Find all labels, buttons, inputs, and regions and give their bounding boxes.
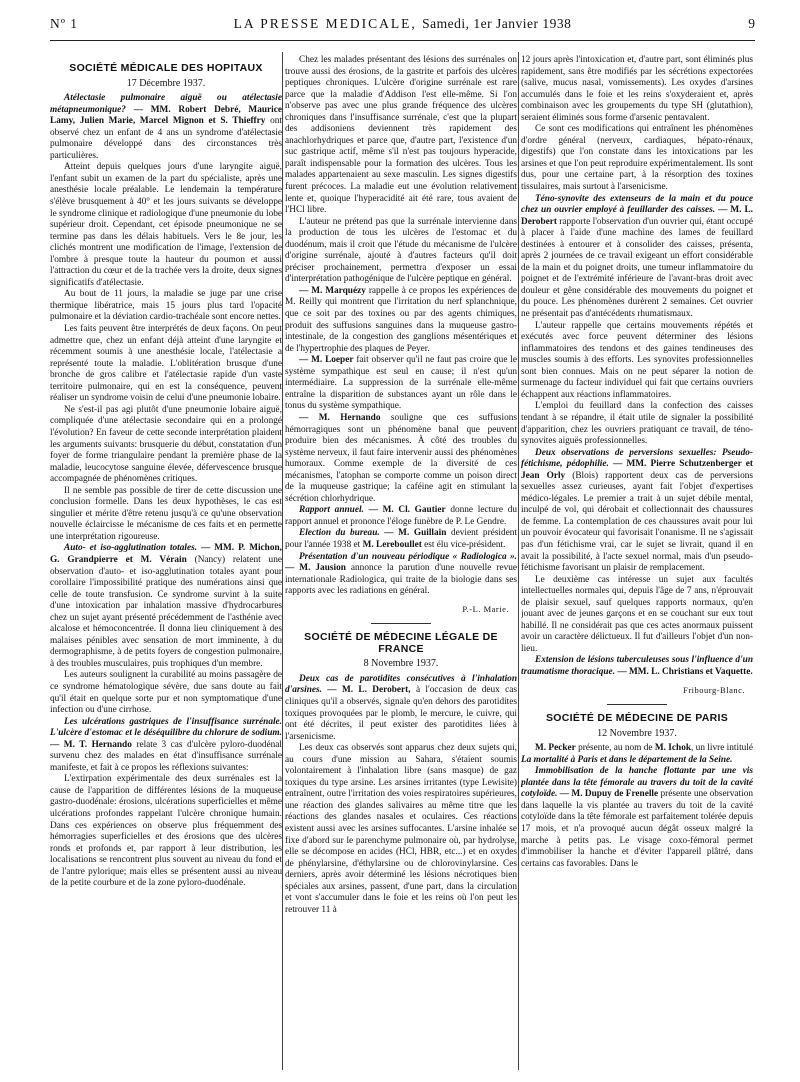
article-authors: — MM. P. Michon, G. Grandpierre et M. Vérain (50, 543, 282, 565)
article-title: La mortalité à Paris et dans le département de la Seine. (521, 754, 733, 765)
article-paragraph: L'auteur rappelle que certains mouvements répétés et exécutés avec force peuvent déterminer des lésions inflammatoires des tendons et des gaines tendineuses des muscles soumis à des efforts. Les synovites professionnelles sont bien connues. Mais on ne peut séparer la notion de surmenage du facteur individuel qui fait que certains ouvriers échappent aux réactions inflammatoires. (521, 320, 753, 400)
article-paragraph: L'emploi du feuillard dans la confection des caisses tendant à se répandre, il était utile de signaler la possibilité d'apparition, chez les ouvriers pratiquant ce travail, de téno-synovites aiguës professionnelles. (521, 401, 753, 447)
article-authors: — M. L. Derobert (521, 205, 753, 227)
article-paragraph (285, 505, 517, 528)
article-authors: — M. Jausion (285, 563, 346, 574)
article-authors: — MM. L. Christians et Vaquette. (615, 666, 753, 677)
society-heading: SOCIÉTÉ DE MÉDECINE DE PARIS (545, 712, 729, 725)
article-text: souligne que ces suffusions hémorragiques sont un phénomène banal que peuvent produire bien des mécanismes. À côté des troubles du système nerveux, il faut faire intervenir aussi des phénomènes humoraux. Comme exemple de la diversité de ces mécanismes, l'atophan se comporte comme un poison direct de la muqueuse gastrique; la caféine agit en stimulant la sécrétion chlorhydrique. (285, 412, 517, 504)
article-paragraph: L'auteur ne prétend pas que la surrénale intervienne dans la production de tous les ulcères de l'estomac et du duodénum, mais il croit que l'étude du mécanisme de l'ulcère d'origine surrénale, ajouté à d'autres facteurs qu'il doit préciser prochainement, permettra d'exposer un essai d'interprétation pathogénique de l'ulcère peptique en général. (285, 216, 517, 285)
session-date: 8 Novembre 1937. (363, 658, 439, 670)
column-divider (282, 52, 283, 1070)
article-authors: — M. Guillain (379, 528, 447, 539)
article-text: relate 3 cas d'ulcère pyloro-duodénal survenu chez des malades en état d'insuffisance surrénale manifeste, et fait à ce propos les réflexions suivantes: (50, 739, 282, 773)
article-paragraph: Ne s'est-il pas agi plutôt d'une pneumonie lobaire aiguë, compliquée d'une atélectasie secondaire qui en a prolongé l'évolution? En faveur de cette seconde interprétation plaident les arguments suivants: brusquerie du début, constatation d'un foyer de forme triangulaire pendant la première phase de la maladie, leucocytose sanguine élevée, défervescence brusque accompagnée de phénomènes critiques. (50, 404, 282, 485)
article-authors: — MM. Robert Debré, Maurice Lamy, Julien Marie, Marcel Mignon et S. Thieffry (50, 104, 282, 127)
article-authors: M. Ichok (654, 743, 692, 754)
article-paragraph (521, 743, 753, 766)
article-title: Deux observations de perversions sexuelles: Pseudo-fétichisme, pédophilie. (521, 447, 753, 470)
session-date: 17 Décembre 1937. (126, 77, 206, 89)
article-paragraph: Il ne semble pas possible de tirer de cette discussion une conclusion formelle. Dans les deux hypothèses, le cas est singulier et mérite d'être retenu jusqu'à ce qu'une observation nouvelle éclaircisse le mécanisme de ces faits et en permette une interprétation rigoureuse. (50, 485, 282, 542)
article-text: , un livre intitulé (691, 743, 753, 754)
section-separator (607, 704, 667, 705)
article-paragraph: Les faits peuvent être interprétés de deux façons. On peut admettre que, chez un enfant déjà atteint d'une laryngite et récemment soumis à une anesthésie locale, l'atélectasie a représenté toute la maladie. L'oblitération brusque d'une bronche de gros calibre et l'atélectasie rapide d'un vaste territoire pulmonaire, qui en est la conséquence, peuvent réaliser un syndrome voisin de celui d'une pneumonie lobaire. (50, 324, 282, 404)
article-text: à l'occasion de deux cas cliniques qu'il a observés, signale qu'en dehors des parotidites toxiques provoquées par le plomb, le mercure, le cuivre, qui ont été décrites, il peut exister des parotidites liées à l'arsenicisme. (285, 685, 517, 742)
article-paragraph (50, 717, 282, 775)
article-paragraph (285, 528, 517, 551)
article-authors: — M. Hernando (299, 412, 381, 423)
article-title: Atélectasie pulmonaire aiguë ou atélectasie métapneumonique? (50, 93, 282, 115)
society-heading: SOCIÉTÉ DE MÉDECINE LÉGALE DE FRANCE (304, 631, 498, 655)
article-title: Deux cas de parotidites consécutives à l'inhalation d'arsines. (285, 673, 517, 696)
article-text: rappelle à ce propos les expériences de M. Reilly qui montrent que l'irritation du nerf splanchnique, que ce soit par des toxines ou par des agents chimiques, produit des suffusions sanguines dans la muqueuse gastro-intestinale, de la congestion des ganglions mésentériques et de l'hypertrophie des plaques de Peyer. (285, 285, 517, 354)
article-paragraph: Atteint depuis quelques jours d'une laryngite aiguë, l'enfant subit un examen de la part du spécialiste, après une anesthésie locale préalable. Le lendemain la température s'élève brusquement à 40° et les jours suivants se développe le syndrome clinique et radiologique d'une pneumonie du lobe supérieur droit. Cependant, cet épisode pneumonique ne se termine pas dans les délais habituels. Vers le 8e jour, les clichés montrent une modification de l'image, l'extension de l'ombre à presque toute la hauteur du poumon et aussi l'attraction du cœur et de la trachée vers la droite, deux signes significatifs d'atélectasie. (50, 162, 282, 288)
article-authors: — M. Cl. Gautier (363, 505, 446, 516)
article-text: rapporte l'observation d'un ouvrier qui, étant occupé à placer à l'aide d'une machine des lames de feuillard destinées à entourer et à consolider des caisses, présenta, après 2 journées de ce travail exigeant un effort considérable de la main et du poignet droits, une tumeur inflammatoire du poignet et de l'extrémité inférieure de l'avant-bras droit avec douleur et gêne considérable des mouvements du poignet et du pouce. Les phénomènes durèrent 2 semaines. Cet ouvrier ne présentait pas d'antécédents rhumatismaux. (521, 216, 753, 320)
article-paragraph (50, 93, 282, 162)
article-authors: — M. Marquézy (299, 285, 366, 296)
article-authors: M. Pecker (535, 743, 576, 754)
article-paragraph: Au bout de 11 jours, la maladie se juge par une crise thermique libératrice, mais 15 jours plus tard l'opacité pulmonaire et la déviation cardio-trachéale sont encore nettes. (50, 289, 282, 323)
article-paragraph (285, 286, 517, 355)
article-title: Extension de lésions tuberculeuses sous l'influence d'un traumatisme thoracique. (521, 655, 753, 677)
article-authors: — MM. Pierre Schutzenberger et Jean Orly (521, 459, 753, 481)
article-title: Téno-synovite des extenseurs de la main et du pouce chez un ouvrier employé à feuillarder des caisses. (521, 193, 753, 216)
column-1 (50, 55, 282, 1070)
article-text: (Nancy) relatent une observation d'auto- et iso-agglutination totales ayant pour corollaire l'impossibilité pratique des numérations ainsi que celle de toute transfusion. Ce syndrome survint à la suite d'une intoxication par inhalation massive d'hydrocarbures chez un sujet ayant présenté précédemment de l'asthénie avec alcalose et hémoconcentrée. Il donna lieu cliniquement à des malaises pénibles avec sensation de mort imminente, à du dermographisme, à de petits foyers de congestion pulmonaire, à des troubles musculaires, puis trophiques d'un membre. (50, 554, 282, 669)
article-text: devient président pour l'année 1938 et (285, 528, 517, 550)
report-signature: P.-L. Marie. (462, 603, 509, 614)
page-number: 9 (748, 16, 755, 31)
article-paragraph: Ce sont ces modifications qui entraînent les phénomènes d'ordre général (nerveux, cardiaques, hépato-rénaux, digestifs) que l'on constate dans les intoxications par les arsines et que l'on peut reproduire expérimentalement. Ils sont dus, pour une certaine part, à la résorption des toxines tissulaires, mais surtout à l'arsenicisme. (521, 124, 753, 193)
article-text: est élu vice-président. (421, 539, 506, 550)
article-paragraph: Les auteurs soulignent la curabilité au moins passagère de ce syndrome hématologique sévère, due sans doute au fait qu'il était en quelque sorte pur et non symptomatique d'une infection ou d'une cirrhose. (50, 670, 282, 716)
article-paragraph (521, 655, 753, 678)
article-paragraph (521, 448, 753, 575)
article-text: (Blois) rapportent deux cas de perversions sexuelles assez curieuses, ayant fait l'objet d'expertises médico-légales. Le premier a trait à un sujet débile mental, inculpé de vol, qui dérobait et collectionnait des chaussures de femme. La contemplation de ces chaussures avait pour lui un pouvoir évocateur qui favorisait l'onanisme. Il ne s'agissait pas d'un fétichisme vrai, car le sujet se livrait, quand il en avait la possibilité, à l'acte sexuel normal, mais d'un pseudo-fétichisme favorisant un plaisir de remplacement. (521, 470, 753, 574)
article-title: Election du bureau. (299, 528, 380, 539)
article-paragraph: Les deux cas observés sont apparus chez deux sujets qui, au cours d'une mission au Sahara, s'étaient soumis volontairement à l'inhalation libre (sans masque) de gaz toxiques du type arsine. Les arsines irritantes (type Lewisite) entraînent, outre l'irritation des voies respiratoires supérieures, une réaction des glandes salivaires au même titre que les réactions des glandes nasales et oculaires. Ces réactions existent aussi avec les arsines suffocantes. L'arsine inhalée se fixe d'abord sur le parenchyme pulmonaire où, par hydrolyse, elle se décompose en acides (HCl, HBR, etc...) et en oxydes de phénylarsine, d'éthylarsine ou de chlorovinylarsine. Ces derniers, après avoir déterminé les lésions nécrotiques bien spéciales aux arsines, passent, d'une part, dans la circulation et vont s'accumuler dans le foie et les reins où l'on peut les retrouver 11 à (285, 743, 517, 915)
society-heading: SOCIÉTÉ MÉDICALE DES HOPITAUX (69, 62, 263, 74)
article-authors: — M. Dupuy de Frenelle (557, 789, 659, 800)
article-text: fait observer qu'il ne faut pas croire que le système sympathique est seul en cause; il n'est qu'un intermédiaire. La suppression de la surrénale elle-même entraîne la disparition de substances ayant un rôle dans le tonus du système sympathique. (285, 355, 517, 412)
article-paragraph: Le deuxième cas intéresse un sujet aux facultés intellectuelles normales qui, depuis l'âge de 7 ans, n'éprouvait de plaisir sexuel, sauf quelques rapports normaux, qu'en jouant avec de jeunes garçons et en se couchant sur eux tout habillé. Il ne considérait pas que ces actes anormaux puissent avoir un caractère délictueux. Il fut d'ailleurs l'objet d'un non-lieu. (521, 574, 753, 654)
article-paragraph: Chez les malades présentant des lésions des surrénales on trouve aussi des érosions, de la gastrite et parfois des ulcères peptiques chroniques. L'ulcère d'origine surrénale est rare parce que la maladie d'Addison l'est elle-même. Si l'on n'observe pas avec une plus grande fréquence des ulcères chroniques dans l'insuffisance surrénale, c'est que la plupart des addisoniens deviennent très rapidement des anachlorhydriques et parce que, d'autre part, l'existence d'un suc gastrique actif, même s'il n'est pas toujours hyperacide, paraît indispensable pour la formation des ulcères. Tous les malades appartenaient au sexe masculin. Les signes digestifs furent précoces. La maladie eut une évolution relativement lente et, quoique l'hyperacidité ait été rare, tous avaient de l'HCl libre. (285, 55, 517, 216)
article-authors: M. Lereboullet (362, 539, 422, 550)
journal-name: LA PRESSE MEDICALE, (233, 16, 417, 31)
article-text: donne lecture du rapport annuel et prononce l'éloge funèbre de P. Le Gendre. (285, 505, 517, 527)
issue-date: Samedi, 1er Janvier 1938 (422, 16, 572, 31)
column-3 (521, 55, 753, 1070)
article-title: Rapport annuel. (299, 505, 364, 516)
article-authors: — M. Loeper (299, 355, 354, 366)
issue-number: Nº 1 (50, 16, 79, 31)
article-title: Les ulcérations gastriques de l'insuffisance surrénale. L'ulcère d'estomac et le déséquilibre du chlorure de sodium. (50, 716, 282, 739)
article-authors: — M. L. Derobert, (321, 685, 411, 696)
page-header (50, 16, 755, 38)
journal-title (50, 16, 755, 32)
article-paragraph: L'extirpation expérimentale des deux surrénales est la cause de l'apparition de différentes lésions de la muqueuse gastro-duodénale: érosions, ulcérations superficielles et même ulcérations profondes rappelant l'ulcère chronique humain. Dans ces expériences on observe plus fréquemment des hémorragies superficielles et des érosions que des ulcères ronds et profonds et, par rapport à leur distribution, les localisations se rencontrent plus souvent au niveau du fond et de l'antre pylorique; mais elles se présentent aussi au niveau de la petite courbure et de la zone pyloro-duodénale. (50, 774, 282, 889)
article-paragraph (50, 543, 282, 670)
article-paragraph (285, 552, 517, 598)
column-divider (518, 52, 519, 1070)
article-paragraph: 12 jours après l'intoxication et, d'autre part, sont éliminés plus rapidement, sans être modifiés par les sécrétions expectorées (salive, mucus nasal, vomissements). Les oxydes d'arsines accumulés dans le foie et les reins s'oxyderaient et, après combinaison avec les groupements du type SH (glutathion), seraient éliminés sous forme d'arsenic pentavalent. (521, 55, 753, 123)
column-2 (285, 55, 517, 1070)
article-title: Auto- et iso-agglutination totales. (64, 543, 198, 554)
article-text: ont observé chez un enfant de 4 ans un syndrome d'atélectasie pulmonaire développé dans des circonstances très particulières. (50, 116, 282, 161)
article-text: présente, au nom de (575, 743, 655, 754)
session-date: 12 Novembre 1937. (597, 727, 677, 739)
article-paragraph (521, 194, 753, 321)
section-separator (371, 623, 431, 624)
article-paragraph (285, 674, 517, 743)
article-paragraph (285, 355, 517, 413)
article-title: Immobilisation de la hanche flottante par une vis plantée dans la tête fémorale au travers du toit de la cavité cotyloïde. (521, 766, 753, 800)
article-title: Présentation d'un nouveau périodique « Radiologica ». (299, 551, 517, 562)
report-signature: Fribourg-Blanc. (683, 684, 745, 695)
header-rule (50, 40, 755, 41)
article-text: annonce la parution d'une nouvelle revue internationale Radiologica, qui traite de la biologie dans ses rapports avec les radiations en général. (285, 563, 517, 597)
article-text: présente une observation dans laquelle la vis plantée au travers du toit de la cavité cotyloïde dans la tête fémorale est parfaitement tolérée depuis 17 mois, et n'a provoqué aucun dégât osseux malgré la marche à petits pas. Le visage coxo-fémoral permet d'immobiliser la hanche et d'éviter l'appareil plâtré, dans certains cas favorables. Dans le (521, 789, 753, 869)
article-authors: — M. T. Hernando (50, 739, 132, 750)
article-paragraph (521, 766, 753, 870)
article-paragraph (285, 413, 517, 505)
